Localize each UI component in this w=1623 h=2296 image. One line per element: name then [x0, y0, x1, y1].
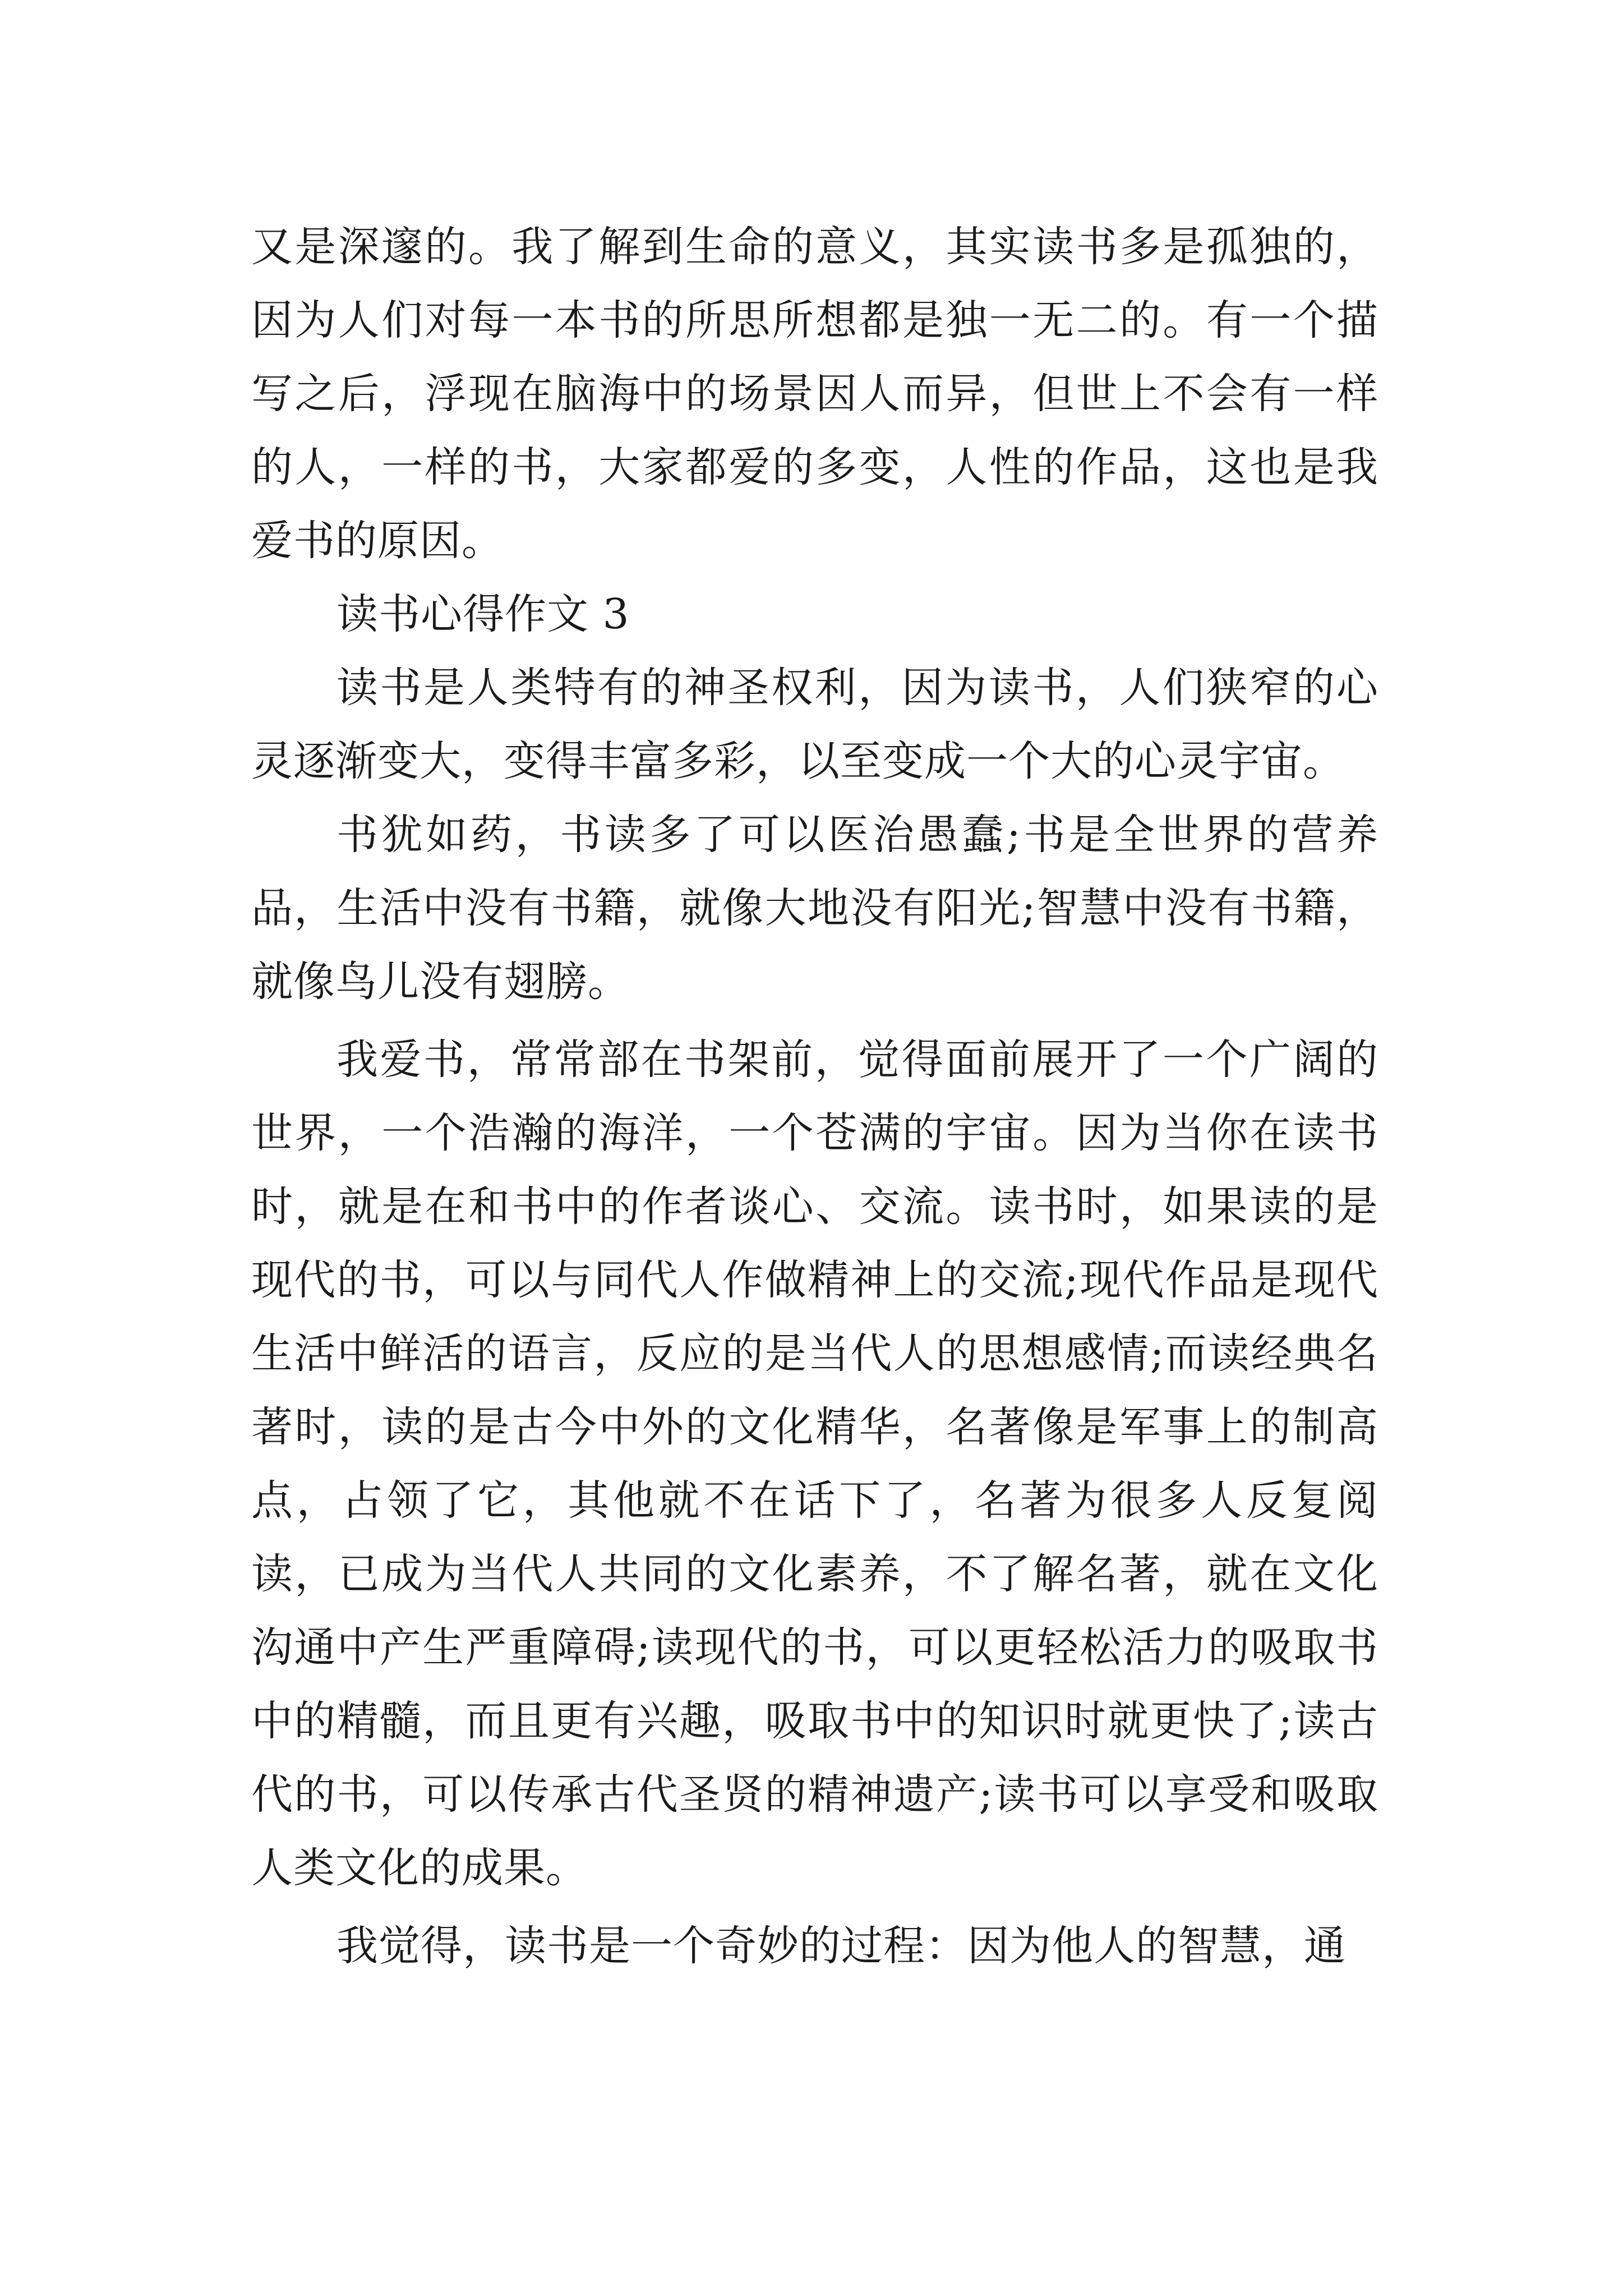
paragraph: 读书是人类特有的神圣权利，因为读书，人们狭窄的心灵逐渐变大，变得丰富多彩，以至变成一个大的心灵宇宙。 [251, 664, 1378, 785]
paragraph: 我爱书，常常部在书架前，觉得面前展开了一个广阔的世界，一个浩瀚的海洋，一个苍满的宇宙。因为当你在读书时，就是在和书中的作者谈心、交流。读书时，如果读的是现代的书，可以与同代人作做精神上的交流;现代作品是现代生活中鲜活的语言，反应的是当代人的思想感情;而读经典名著时，读的是古今中外的文化精华，名著像是军事上的制高点，占领了它，其他就不在话下了，名著为很多人反复阅读，已成为当代人共同的文化素养，不了解名著，就在文化沟通中产生严重障碍;读现代的书，可以更轻松活力的吸取书中的精髓，而且更有兴趣，吸取书中的知识时就更快了;读古代的书，可以传承古代圣贤的精神遗产;读书可以享受和吸取人类文化的成果。 [251, 1036, 1378, 1892]
document-body [251, 210, 1378, 1983]
section-heading: 读书心得作文 3 [336, 590, 630, 638]
paragraph-continuation: 又是深邃的。我了解到生命的意义，其实读书多是孤独的，因为人们对每一本书的所思所想都是独一无二的。有一个描写之后，浮现在脑海中的场景因人而异，但世上不会有一样的人，一样的书，大家都爱的多变，人性的作品，这也是我爱书的原因。 [251, 223, 1378, 565]
paragraph: 书犹如药，书读多了可以医治愚蠢;书是全世界的营养品，生活中没有书籍，就像大地没有阳光;智慧中没有书籍，就像鸟儿没有翅膀。 [251, 811, 1378, 1006]
paragraph: 我觉得，读书是一个奇妙的过程：因为他人的智慧，通 [336, 1922, 1346, 1970]
